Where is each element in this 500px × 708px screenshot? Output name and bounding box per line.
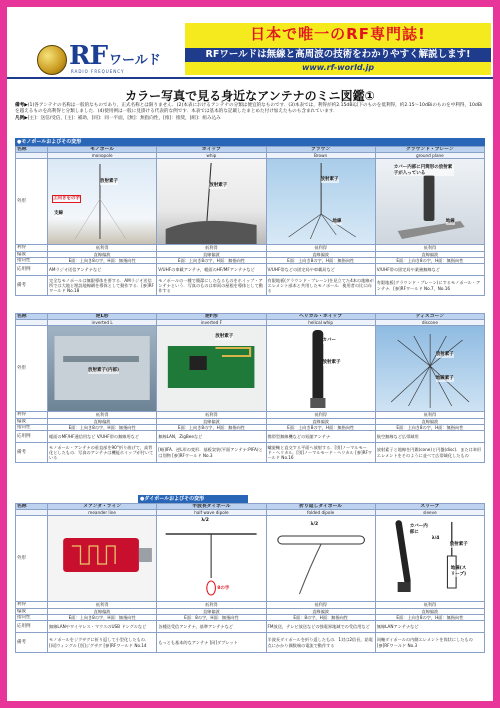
- table-row: [16, 621, 485, 633]
- antenna-table-2: [15, 313, 485, 463]
- antenna-photo: [157, 326, 266, 412]
- antenna-english-name: discone: [375, 320, 484, 326]
- antenna-photo: [375, 326, 484, 412]
- directivity-cell: E面：8の字，H面：無指向性: [157, 614, 266, 620]
- antenna-name: グラウンド・プレーン: [375, 147, 484, 153]
- logo-subtitle: RADIO FREQUENCY: [71, 69, 125, 74]
- antenna-name: ブラウン: [266, 147, 375, 153]
- directivity-cell: E面：上向き8の字，H面：無指向性: [157, 257, 266, 263]
- polarization-cell: 直線偏波: [375, 608, 484, 614]
- remark-cell: もっとも基本的なアンテナ [同]ダブレット: [157, 633, 266, 653]
- use-cell: 帳面のMF/HF通信用など V/UHF帯の無線用など: [48, 431, 157, 443]
- antenna-english-name: folded dipole: [266, 510, 375, 516]
- antenna-photo: [48, 516, 157, 602]
- row-label: 利得: [16, 602, 48, 608]
- photo-tag: 放射素子: [322, 360, 341, 366]
- globe-icon: [37, 45, 67, 75]
- antenna-english-name: ground plane: [375, 153, 484, 159]
- logo-world: ワールド: [109, 53, 161, 68]
- remark-cell: 半波長ダイポールを折り返したもの．1対は2倍長，給電点にかかり偶数端の電流で動作する: [266, 633, 375, 653]
- polarization-cell: 直線偏波: [48, 418, 157, 424]
- use-cell: 無線LANやワイヤレス・マウスのUSB ドングルなど: [48, 621, 157, 633]
- remark-cell: 同軸ダイポールの内側エレメントを筒状にしたもの [参]RFワールド No.3: [375, 633, 484, 653]
- remark-cell: モノポールをジグザグに折り返して小型化したもの．[同]ウィングル [別]ジグザグ [参]RFワールド No.14: [48, 633, 157, 653]
- gain-cell: 低利得: [157, 602, 266, 608]
- gain-cell: 低利得: [266, 602, 375, 608]
- antenna-name: ホイップ: [157, 147, 266, 153]
- photo-tag: λ/2: [201, 518, 209, 524]
- antenna-english-name: whip: [157, 153, 266, 159]
- remark-cell: 完全なモノポールは無限導体を要する．AMラジオ送信所では大地と埋設地線網を導体として動作する．[参]RFワールド No.18: [48, 276, 157, 296]
- antenna-table-3: [15, 503, 485, 653]
- polarization-cell: 直線偏波: [266, 418, 375, 424]
- divider: [7, 77, 493, 79]
- directivity-cell: E面：上向き8の字，H面：無指向性: [157, 424, 266, 430]
- row-label: 利得: [16, 412, 48, 418]
- row-label: 備考: [16, 443, 48, 463]
- banner-title: 日本で唯一のRF専門誌!: [250, 25, 426, 43]
- row-label: 名称: [16, 147, 48, 153]
- antenna-photo: [266, 516, 375, 602]
- table-row: [16, 516, 485, 602]
- use-cell: AMラジオ送信アンテナなど: [48, 264, 157, 276]
- antenna-photo: [157, 159, 266, 245]
- table-row: [16, 264, 485, 276]
- row-label: 利得: [16, 245, 48, 251]
- photo-tag: カバー: [322, 338, 336, 344]
- gain-cell: 低利得: [48, 602, 157, 608]
- directivity-cell: E面：上向き8の字，H面：無指向性: [375, 257, 484, 263]
- row-label: 応用例: [16, 621, 48, 633]
- row-label: 名称: [16, 504, 48, 510]
- antenna-name: メアンダ・ライン: [48, 504, 157, 510]
- use-cell: 無線LAN，ZigBeeなど: [157, 431, 266, 443]
- antenna-photo: [266, 326, 375, 412]
- photo-tag: 放射素子: [320, 177, 339, 183]
- table-row: [16, 431, 485, 443]
- notes-text: (1)各アンテナの名称は一般的なものであり，正式名称とは限りません．(2)本表におけるアンテナの分類は便宜的なものです．(3)本表では，利得が約2.15dBi以下のものを低利得，約2.15〜10dBiのものを中利得，10dBiを越えるものを高利得と分類しました．(4)使用例は一般に見掛ける代表的な例です．本表では基本的な記載したまとめた付け加えたものも含まれています．: [15, 103, 483, 115]
- antenna-name: 逆L形: [48, 314, 157, 320]
- use-cell: V/UHF帯などの固定局や車載局など: [266, 264, 375, 276]
- photo-tag: カバー内部に: [409, 524, 428, 535]
- polarization-cell: 直線偏波: [375, 251, 484, 257]
- antenna-photo: [48, 326, 157, 412]
- logo-rf: RF: [69, 41, 108, 71]
- gain-cell: 低利得: [375, 245, 484, 251]
- photo-tag: 地線素子: [435, 376, 454, 382]
- antenna-table-1: [15, 146, 485, 296]
- antenna-english-name: half wave dipole: [157, 510, 266, 516]
- gain-cell: 低利得: [157, 245, 266, 251]
- table-row: [16, 443, 485, 463]
- remark-cell: モノポール・アンテナの垂直部を90°折り曲げて，高背化としたもの．写真のアンテナは機能ホイップが付いている: [48, 443, 157, 463]
- antenna-photo: [157, 516, 266, 602]
- photo-tag: 放射素子: [100, 179, 118, 185]
- page-title: カラー写真で見る身近なアンテナのミニ図鑑①: [125, 89, 375, 103]
- row-label: 偏波: [16, 418, 48, 424]
- row-label: 指向性: [16, 257, 48, 263]
- row-label: 応用例: [16, 264, 48, 276]
- table-row: [16, 276, 485, 296]
- gain-cell: 低利得: [157, 412, 266, 418]
- notes: [15, 103, 485, 122]
- remark-cell: 放射素子と地線を円錐(cone)と円盤(disc)．または傘形エレメントをそのように並べて広帯域化したもの: [375, 443, 484, 463]
- table-row: [16, 159, 485, 245]
- photo-tag: 放射素子: [209, 183, 228, 189]
- polarization-cell: 直線偏波: [157, 418, 266, 424]
- row-label: 応用例: [16, 431, 48, 443]
- gain-cell: 低利得: [266, 412, 375, 418]
- antenna-english-name: meander line: [48, 510, 157, 516]
- photo-tag: λ/2: [310, 522, 319, 528]
- photo-tag: 地線(スリーブ): [451, 566, 469, 576]
- remark-cell: 螺旋軸と直交する平面へ放射する．[別]ノーマルモード・ヘリカル，[別]ノーマルモード・ヘリカル [参]RFワールド No.16: [266, 443, 375, 463]
- row-label: 外形: [16, 516, 48, 602]
- row-label: 名称: [16, 314, 48, 320]
- antenna-english-name: monopole: [48, 153, 157, 159]
- antenna-name: 折り返しダイポール: [266, 504, 375, 510]
- row-label: 偏波: [16, 251, 48, 257]
- polarization-cell: 直線偏波: [375, 418, 484, 424]
- use-cell: V/UHF帯の固定局や業務無線など: [375, 264, 484, 276]
- section-header-dipole: ●ダイポールおよびその変形: [138, 495, 248, 503]
- photo-tag: 支線: [54, 211, 63, 217]
- photo-tag: 放射素子: [449, 542, 468, 548]
- polarization-cell: 直線偏波: [157, 608, 266, 614]
- directivity-cell: E面：上向き8の字，H面：無指向性: [266, 424, 375, 430]
- antenna-photo: [375, 516, 484, 602]
- antenna-english-name: helical whip: [266, 320, 375, 326]
- notes-label: 備考▶: [15, 103, 28, 108]
- remark-cell: 有限地板(グラウンド・プレーン)を見立てた4本の地線がエレメント部本と共用したモノポール．使用者の比に向る: [266, 276, 375, 296]
- use-cell: V/UHFの車載アンテナ，帳面のHF/MFアンテナなど: [157, 264, 266, 276]
- antenna-english-name: inverted L: [48, 320, 157, 326]
- banner-url[interactable]: www.rf-world.jp: [301, 63, 375, 72]
- rf-world-logo[interactable]: [13, 11, 179, 73]
- polarization-cell: 直線偏波: [48, 608, 157, 614]
- use-cell: 携帯型無線機などの短縮アンテナ: [266, 431, 375, 443]
- gain-cell: 低利得: [48, 245, 157, 251]
- antenna-name: ヘリカル・ホイップ: [266, 314, 375, 320]
- polarization-cell: 直線偏波: [266, 251, 375, 257]
- gain-cell: 低利得: [375, 412, 484, 418]
- directivity-cell: E面：8の字，H面：無指向性: [266, 614, 375, 620]
- row-label: 備考: [16, 276, 48, 296]
- antenna-name: 逆F形: [157, 314, 266, 320]
- page: [7, 7, 493, 701]
- photo-tag: カバー内部に円筒形の放射素子が入っている: [393, 165, 453, 176]
- photo-tag: 放射素子: [435, 352, 454, 358]
- legend-label: 凡例▶: [15, 115, 28, 121]
- use-cell: 航空無線など広帯域用: [375, 431, 484, 443]
- remark-cell: [略]IFA．逆L形の変形．基板実装(平面アンテナ:PIFA)とは別物 [参]RFワールド No.3: [157, 443, 266, 463]
- gain-cell: 低利得: [375, 602, 484, 608]
- antenna-english-name: Brown: [266, 153, 375, 159]
- photo-tag: 地線: [445, 219, 455, 225]
- antenna-english-name: sleeve: [375, 510, 484, 516]
- directivity-cell: E面：上向き8の字，H面：無指向性: [375, 424, 484, 430]
- directivity-cell: E面：上向き8の字，H面：無指向性: [266, 257, 375, 263]
- use-cell: FM放送，テレビ放送などの強電界地域での受信用など: [266, 621, 375, 633]
- remark-cell: モノポールの一種で簡潔にしたなるものをホイップ・アンテナという．写真のものは車両の屋根を導体として動作する: [157, 276, 266, 296]
- remark-cell: 有限地板(グラウンド・プレーン)にするモノポール・アンテナ．[参]RFワールド No.7，No.16: [375, 276, 484, 296]
- header: [7, 7, 493, 79]
- banner: [185, 23, 491, 75]
- antenna-name: 半波長ダイポール: [157, 504, 266, 510]
- section-header-monopole: ●モノポールおよびその変形: [15, 138, 485, 146]
- antenna-english-name: inverted F: [157, 320, 266, 326]
- directivity-cell: E面：上向き8の字，H面：無指向性: [48, 424, 157, 430]
- photo-tag: 放射素子(内部): [88, 368, 120, 374]
- row-label: 指向性: [16, 424, 48, 430]
- photo-tag: 上向きをの字: [53, 196, 80, 202]
- row-label: 偏波: [16, 608, 48, 614]
- table-row: [16, 633, 485, 653]
- antenna-photo: [266, 159, 375, 245]
- photo-tag: 放射素子: [215, 334, 234, 340]
- photo-tag: λ/4: [431, 536, 440, 542]
- antenna-photo: [375, 159, 484, 245]
- directivity-cell: E面：上向き8の字，H面：無指向性: [48, 257, 157, 263]
- polarization-cell: 直線偏波: [266, 608, 375, 614]
- table-row: [16, 326, 485, 412]
- gain-cell: 低利得: [266, 245, 375, 251]
- photo-tag: 地線: [332, 219, 342, 225]
- polarization-cell: 直線偏波: [48, 251, 157, 257]
- legend-text: [主]：送信/受信，[主]：補助，[同]：同一平面，[無]：無指向性，[推]：推奨，[組]：組み込み: [27, 115, 221, 121]
- row-label: 備考: [16, 633, 48, 653]
- antenna-photo: [48, 159, 157, 245]
- row-label: 外形: [16, 159, 48, 245]
- use-cell: 各種送受信アンテナ，基準アンテナなど: [157, 621, 266, 633]
- use-cell: 無線LANアンテナなど: [375, 621, 484, 633]
- antenna-name: モノポール: [48, 147, 157, 153]
- photo-tag: 8の字: [217, 586, 230, 592]
- directivity-cell: E面：上向き8の字，H面：無指向性: [48, 614, 157, 620]
- row-label: 外形: [16, 326, 48, 412]
- antenna-name: スリーブ: [375, 504, 484, 510]
- gain-cell: 低利得: [48, 412, 157, 418]
- antenna-name: ディスコーン: [375, 314, 484, 320]
- banner-tagline: RFワールドは無線と高周波の技術をわかりやすく解説します!: [185, 48, 491, 62]
- directivity-cell: E面：上向き8の字，H面：無指向性: [375, 614, 484, 620]
- row-label: 指向性: [16, 614, 48, 620]
- polarization-cell: 直線偏波: [157, 251, 266, 257]
